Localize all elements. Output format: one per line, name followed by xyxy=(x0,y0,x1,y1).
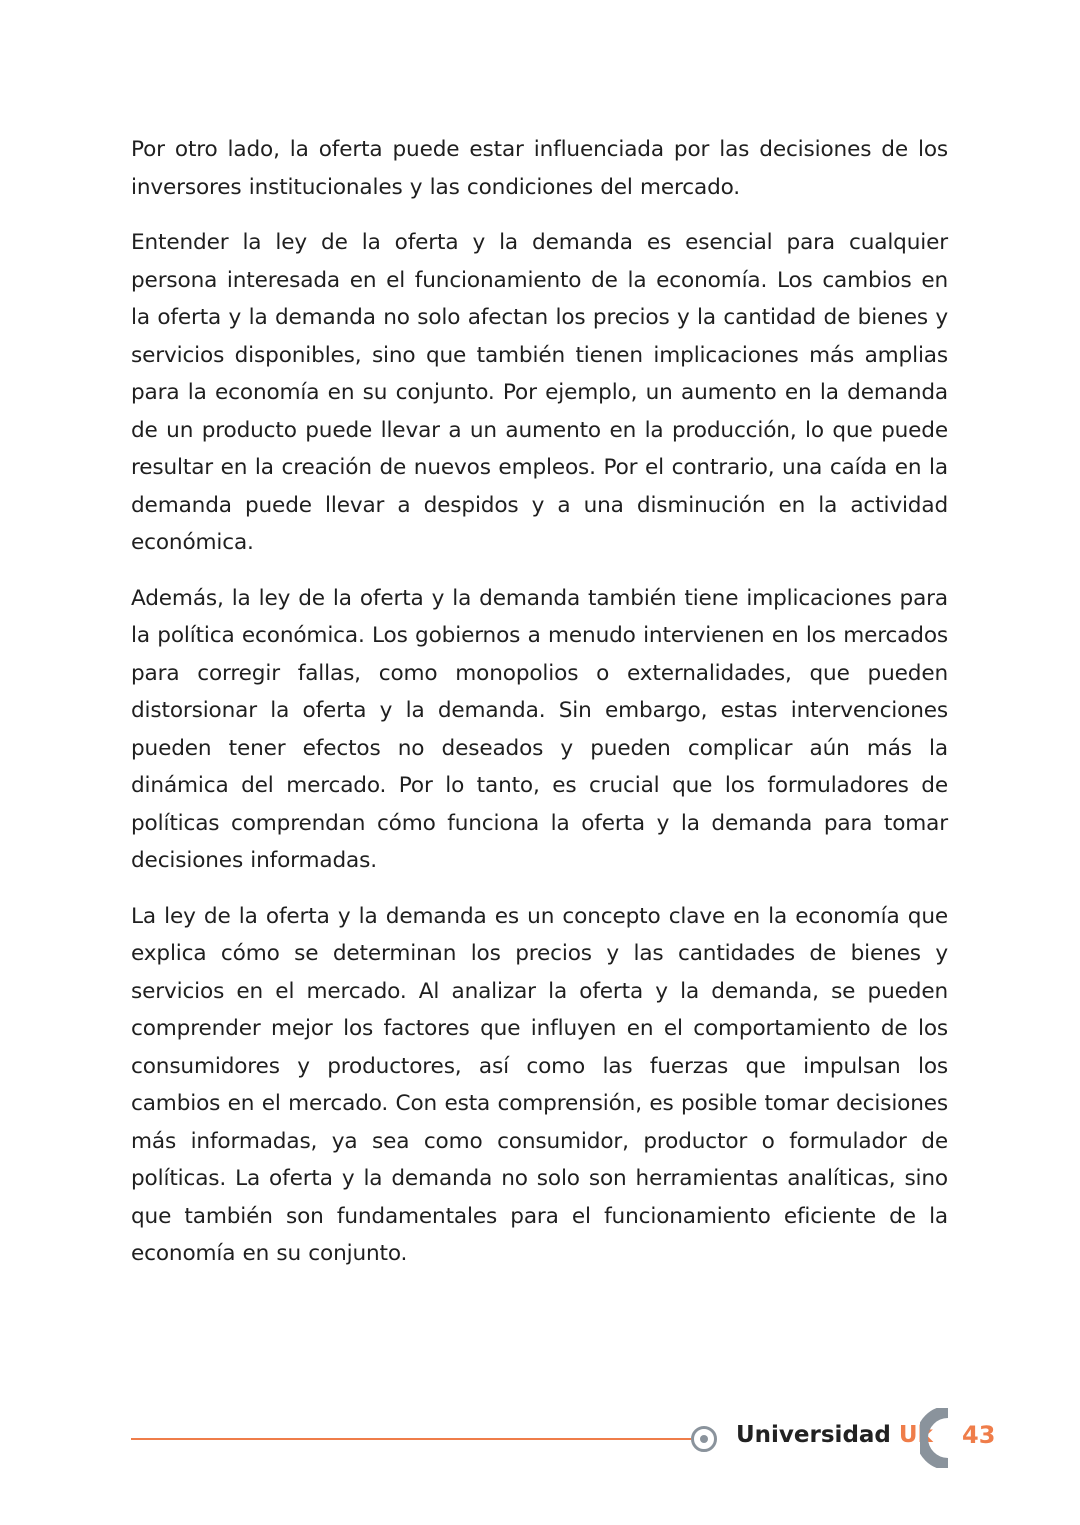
paragraph-3: Además, la ley de la oferta y la demanda también tiene implicaciones para la política económica. Los gobiernos a menudo intervienen en los mercados para corregir fallas, como monopolios o externalidades, que pueden distorsionar la oferta y la demanda. Sin embargo, estas intervenciones pueden tener efectos no deseados y pueden complicar aún más la dinámica del mercado. Por lo tanto, es crucial que los formuladores de políticas comprendan cómo funciona la oferta y la demanda para tomar decisiones informadas. xyxy=(131,585,948,873)
paragraph-4: La ley de la oferta y la demanda es un concepto clave en la economía que explica cómo se determinan los precios y las cantidades de bienes y servicios en el mercado. Al analizar la oferta y la demanda, se pueden comprender mejor los factores que influyen en el comportamiento de los consumidores y productores, así como las fuerzas que impulsan los cambios en el mercado. Con esta comprensión, es posible tomar decisiones más informadas, ya sea como consumidor, productor o formulador de políticas. La oferta y la demanda no solo son herramientas analíticas, sino que también son fundamentales para el funcionamiento eficiente de la economía en su conjunto. xyxy=(131,903,948,1266)
brand-name: Universidad xyxy=(736,1422,891,1448)
ring-logo-icon xyxy=(691,1426,717,1452)
brand-logo-text xyxy=(736,1422,933,1448)
page-footer xyxy=(0,1400,1080,1480)
document-body xyxy=(131,131,948,1291)
brand-accent: Uk xyxy=(898,1422,933,1448)
paragraph-1: Por otro lado, la oferta puede estar influenciada por las decisiones de los inversores institucionales y las condiciones del mercado. xyxy=(131,137,948,200)
arc-icon xyxy=(920,1408,960,1468)
paragraph-2: Entender la ley de la oferta y la demanda es esencial para cualquier persona interesada en el funcionamiento de la economía. Los cambios en la oferta y la demanda no solo afectan los precios y la cantidad de bienes y servicios disponibles, sino que también tienen implicaciones más amplias para la economía en su conjunto. Por ejemplo, un aumento en la demanda de un producto puede llevar a un aumento en la producción, lo que puede resultar en la creación de nuevos empleos. Por el contrario, una caída en la demanda puede llevar a despidos y a una disminución en la actividad económica. xyxy=(131,230,948,555)
footer-divider-line xyxy=(131,1438,691,1440)
page-number: 43 xyxy=(962,1421,996,1449)
